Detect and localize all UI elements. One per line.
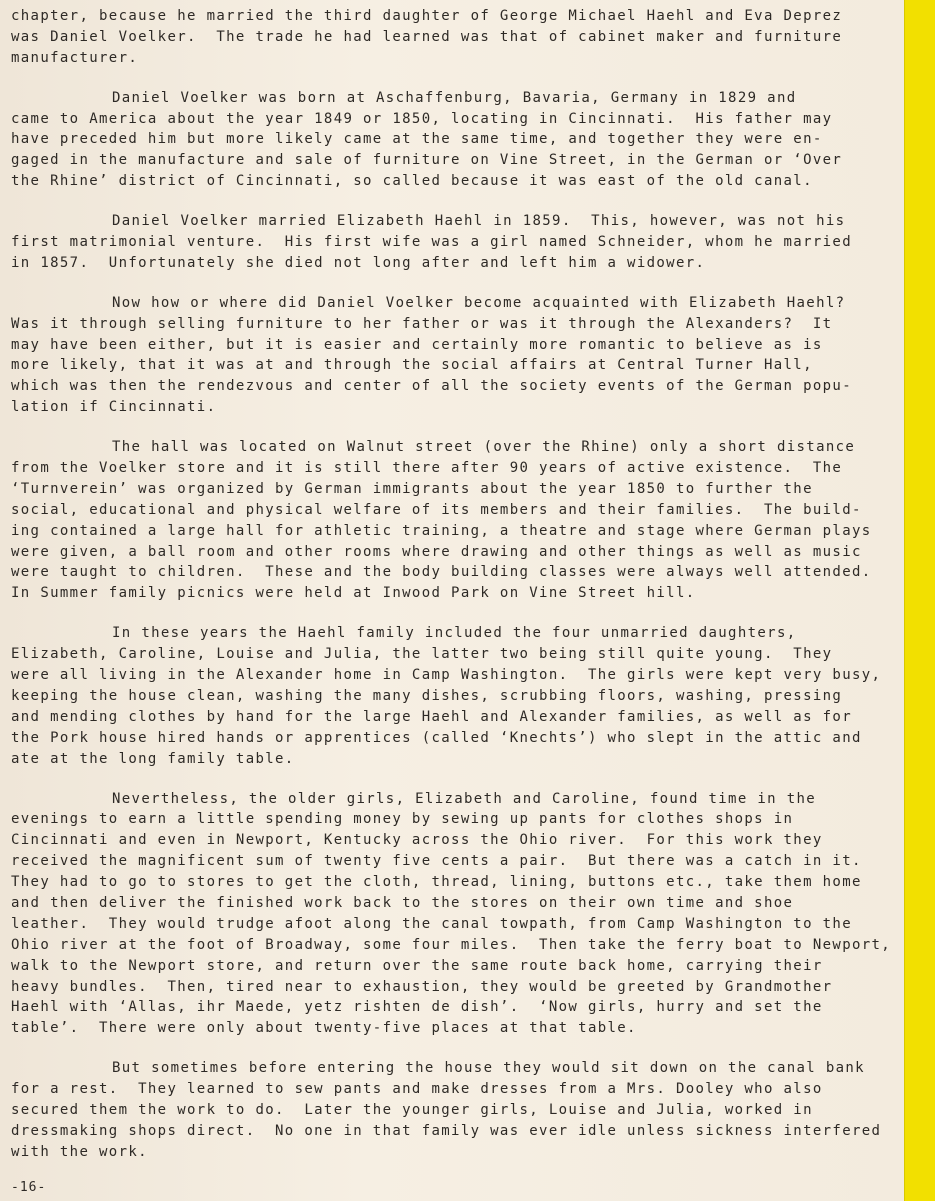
paragraph <box>11 789 931 1040</box>
text-line: and mending clothes by hand for the large Haehl and Alexander families, as well as for <box>11 708 852 725</box>
text-line: Cincinnati and even in Newport, Kentucky across the Ohio river. For this work they <box>11 832 823 849</box>
text-line: ‘Turnverein’ was organized by German immigrants about the year 1850 to further the <box>11 480 813 497</box>
text-line: was Daniel Voelker. The trade he had learned was that of cabinet maker and furniture <box>11 28 843 45</box>
text-line: Now how or where did Daniel Voelker become acquainted with Elizabeth Haehl? <box>112 294 846 311</box>
paragraph <box>11 293 931 418</box>
text-line: Was it through selling furniture to her father or was it through the Alexanders? It <box>11 315 833 332</box>
text-line: in 1857. Unfortunately she died not long after and left him a widower. <box>11 254 706 271</box>
paragraph <box>11 437 931 604</box>
paragraph <box>11 623 931 769</box>
text-line: leather. They would trudge afoot along the canal towpath, from Camp Washington to the <box>11 915 852 932</box>
text-line: Daniel Voelker was born at Aschaffenburg, Bavaria, Germany in 1829 and <box>112 89 797 106</box>
text-line: received the magnificent sum of twenty five cents a pair. But there was a catch in it. <box>11 853 862 870</box>
text-line: In Summer family picnics were held at Inwood Park on Vine Street hill. <box>11 585 696 602</box>
text-line: gaged in the manufacture and sale of furniture on Vine Street, in the German or ‘Over <box>11 152 843 169</box>
text-line: keeping the house clean, washing the many dishes, scrubbing floors, washing, pressing <box>11 687 843 704</box>
text-line: may have been either, but it is easier and certainly more romantic to believe as is <box>11 336 823 353</box>
text-line: The hall was located on Walnut street (over the Rhine) only a short distance <box>112 439 856 456</box>
text-line: evenings to earn a little spending money by sewing up pants for clothes shops in <box>11 811 794 828</box>
document-body <box>11 6 931 1182</box>
text-line: But sometimes before entering the house they would sit down on the canal bank <box>112 1060 865 1077</box>
text-line: dressmaking shops direct. No one in that family was ever idle unless sickness interfered <box>11 1122 882 1139</box>
text-line: more likely, that it was at and through the social affairs at Central Turner Hall, <box>11 357 813 374</box>
text-line: from the Voelker store and it is still there after 90 years of active existence. The <box>11 460 843 477</box>
text-line: table’. There were only about twenty-five places at that table. <box>11 1020 637 1037</box>
text-line: for a rest. They learned to sew pants and make dresses from a Mrs. Dooley who also <box>11 1081 823 1098</box>
text-line: were all living in the Alexander home in Camp Washington. The girls were kept very busy, <box>11 667 882 684</box>
paragraph <box>11 1058 931 1162</box>
paragraph <box>11 88 931 192</box>
text-line: walk to the Newport store, and return over the same route back home, carrying their <box>11 957 823 974</box>
text-line: secured them the work to do. Later the younger girls, Louise and Julia, worked in <box>11 1101 813 1118</box>
text-line: Elizabeth, Caroline, Louise and Julia, the latter two being still quite young. They <box>11 646 833 663</box>
text-line: ing contained a large hall for athletic training, a theatre and stage where German plays <box>11 522 872 539</box>
text-line: which was then the rendezvous and center of all the society events of the German popu- <box>11 378 852 395</box>
text-line: Daniel Voelker married Elizabeth Haehl in 1859. This, however, was not his <box>112 213 846 230</box>
text-line: Haehl with ‘Allas, ihr Maede, yetz rishten de dish’. ‘Now girls, hurry and set the <box>11 999 823 1016</box>
text-line: lation if Cincinnati. <box>11 399 217 416</box>
text-line: Nevertheless, the older girls, Elizabeth and Caroline, found time in the <box>112 790 817 807</box>
text-line: the Rhine’ district of Cincinnati, so called because it was east of the old canal. <box>11 173 813 190</box>
paragraph <box>11 6 931 69</box>
text-line: ate at the long family table. <box>11 750 295 767</box>
text-line: the Pork house hired hands or apprentices (called ‘Knechts’) who slept in the attic and <box>11 729 862 746</box>
text-line: In these years the Haehl family included the four unmarried daughters, <box>112 625 797 642</box>
text-line: They had to go to stores to get the cloth, thread, lining, buttons etc., take them home <box>11 874 862 891</box>
text-line: were given, a ball room and other rooms where drawing and other things as well as music <box>11 543 862 560</box>
page-number: -16- <box>11 1180 47 1195</box>
text-line: came to America about the year 1849 or 1850, locating in Cincinnati. His father may <box>11 110 833 127</box>
text-line: heavy bundles. Then, tired near to exhaustion, they would be greeted by Grandmother <box>11 978 833 995</box>
text-line: with the work. <box>11 1143 148 1160</box>
paragraph <box>11 211 931 274</box>
text-line: were taught to children. These and the body building classes were always well attended. <box>11 564 872 581</box>
text-line: have preceded him but more likely came at the same time, and together they were en- <box>11 131 823 148</box>
text-line: manufacturer. <box>11 49 139 66</box>
text-line: social, educational and physical welfare of its members and their families. The build- <box>11 501 862 518</box>
text-line: Ohio river at the foot of Broadway, some four miles. Then take the ferry boat to Newport, <box>11 936 892 953</box>
text-line: chapter, because he married the third daughter of George Michael Haehl and Eva Deprez <box>11 8 843 24</box>
text-line: first matrimonial venture. His first wife was a girl named Schneider, whom he married <box>11 234 852 251</box>
text-line: and then deliver the finished work back to the stores on their own time and shoe <box>11 894 794 911</box>
